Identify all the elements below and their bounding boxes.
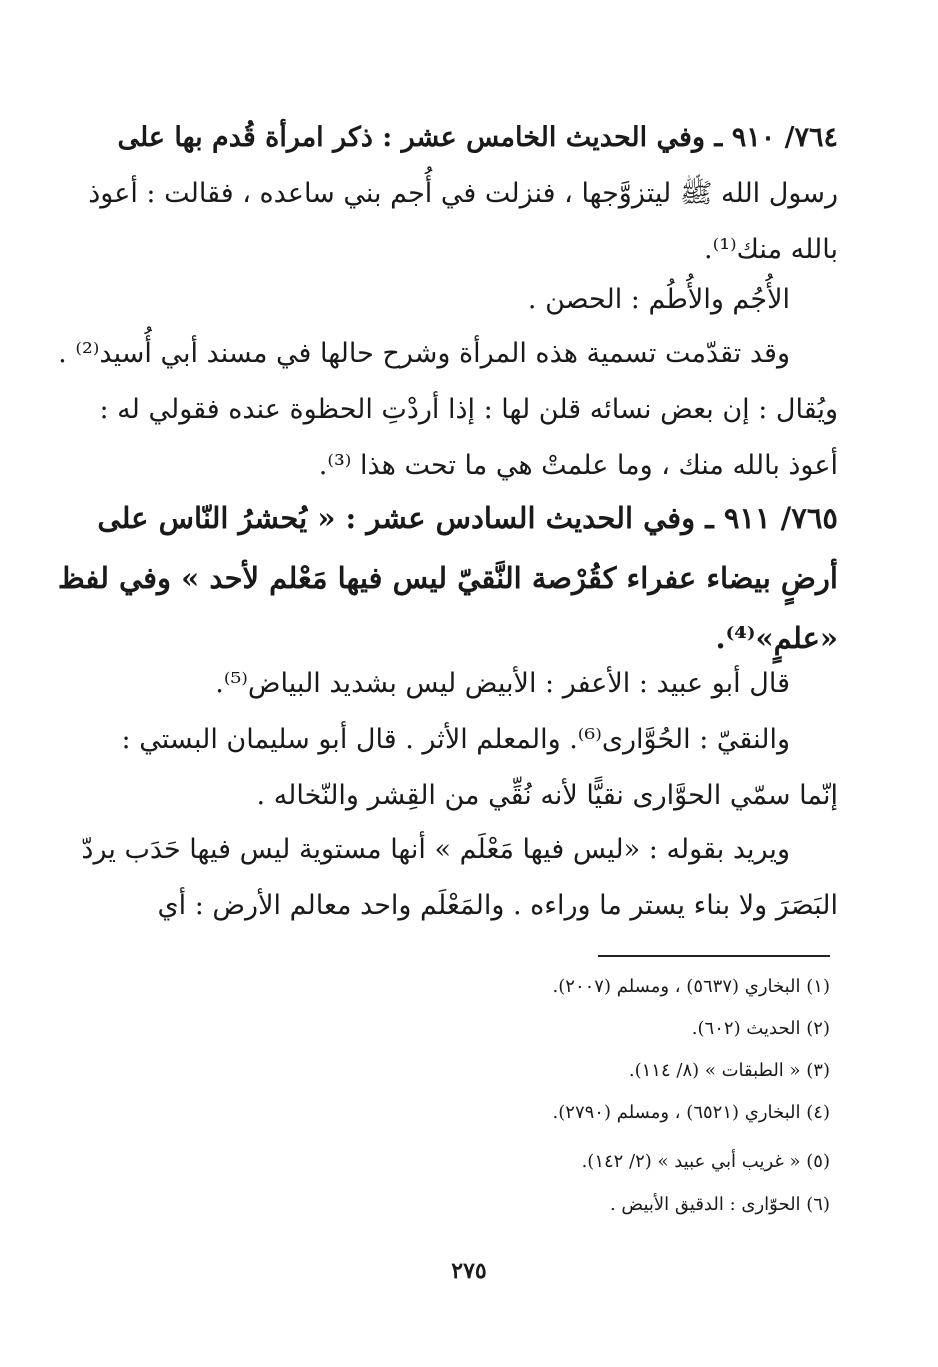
text-line: ويريد بقوله : «ليس فيها مَعْلَم » أنها مستوية ليس فيها حَدَب يردّ	[81, 834, 790, 865]
footnote-2: (٢) الحديث (٦٠٢).	[691, 1018, 830, 1039]
malam-paragraph	[81, 822, 838, 934]
text-line: ٧٦٤/ ٩١٠ ـ وفي الحديث الخامس عشر : ذكر امرأة قُدم بها على	[117, 122, 838, 153]
gloss-paragraph	[100, 272, 838, 328]
hadith-764-block	[88, 110, 838, 278]
text-line: قال أبو عبيد : الأعفر : الأبيض ليس بشديد البياض⁽⁵⁾.	[215, 668, 790, 699]
footnote-3: (٣) « الطبقات » (٨/ ١١٤).	[628, 1060, 830, 1081]
text-line: بالله منك⁽¹⁾.	[703, 234, 838, 265]
hadith-765-block	[57, 488, 838, 668]
commentary-paragraph	[58, 326, 838, 494]
text-line: ويُقال : إن بعض نسائه قلن لها : إذا أردْتِ الحظوة عنده فقولي له :	[99, 394, 838, 425]
text-line: «علمٍ»⁽⁴⁾.	[715, 621, 838, 655]
text-line: رسول الله ﷺ ليتزوَّجها ، فنزلت في أُجم بني ساعده ، فقالت : أعوذ	[88, 178, 838, 209]
page-number: ٢٧٥	[451, 1258, 487, 1284]
text-line: أعوذ بالله منك ، وما علمتْ هي ما تحت هذا ⁽³⁾.	[318, 450, 838, 481]
text-line: البَصَرَ ولا بناء يستر ما وراءه . والمَعْلَم واحد معالم الأرض : أي	[157, 890, 838, 921]
text-line: الأُجُم والأُطُم : الحصن .	[527, 284, 790, 315]
text-line: والنقيّ : الحُوَّارى⁽⁶⁾. والمعلم الأثر . قال أبو سليمان البستي :	[121, 724, 790, 755]
naqi-paragraph	[100, 712, 838, 824]
footnote-1: (١) البخاري (٥٦٣٧) ، ومسلم (٢٠٠٧).	[552, 976, 830, 997]
footnote-5: (٥) « غريب أبي عبيد » (٢/ ١٤٢).	[581, 1151, 830, 1172]
footnote-4: (٤) البخاري (٦٥٢١) ، ومسلم (٢٧٩٠).	[552, 1102, 830, 1123]
text-line: وقد تقدّمت تسمية هذه المرأة وشرح حالها في مسند أبي أُسيد⁽²⁾ .	[58, 338, 790, 369]
footnote-6: (٦) الحوّارى : الدقيق الأبيض .	[609, 1194, 830, 1215]
text-line: ٧٦٥/ ٩١١ ـ وفي الحديث السادس عشر : « يُحشرُ النّاس على	[97, 501, 838, 535]
text-line: أرضٍ بيضاء عفراء كقُرْصة النَّقيّ ليس فيها مَعْلم لأحد » وفي لفظ	[57, 561, 838, 595]
text-line: إنّما سمّي الحوَّارى نقيًّا لأنه نُقِّي من القِشر والنّخاله .	[256, 780, 838, 811]
footnote-divider	[598, 955, 830, 957]
abu-ubaid-paragraph	[100, 656, 838, 712]
